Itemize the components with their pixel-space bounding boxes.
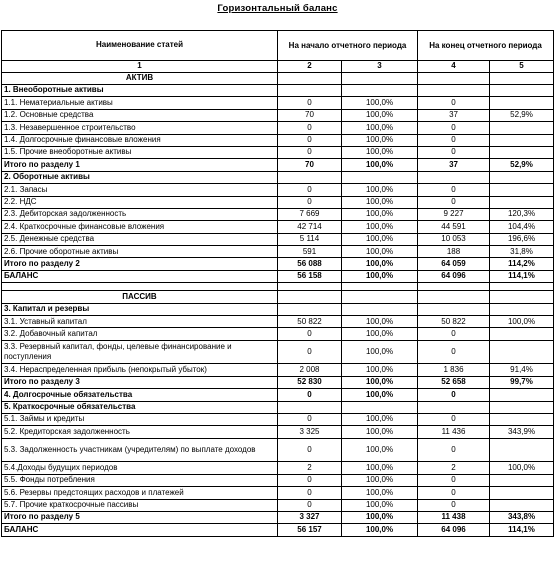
end-percent <box>490 84 554 96</box>
end-value: 50 822 <box>418 316 490 328</box>
start-percent <box>342 171 418 183</box>
end-value: 188 <box>418 246 490 258</box>
table-row <box>2 499 554 511</box>
empty-cell <box>418 283 490 291</box>
start-value: 3 325 <box>278 426 342 438</box>
end-value: 0 <box>418 389 490 401</box>
end-value: 1 836 <box>418 364 490 376</box>
end-value: 0 <box>418 97 490 109</box>
empty-cell <box>342 283 418 291</box>
end-value: 10 053 <box>418 233 490 245</box>
column-number-row <box>2 61 554 73</box>
start-percent: 100,0% <box>342 426 418 438</box>
end-value: 11 436 <box>418 426 490 438</box>
section-header-row <box>2 291 554 303</box>
end-percent <box>490 303 554 315</box>
start-value: 56 088 <box>278 258 342 270</box>
start-percent: 100,0% <box>342 413 418 425</box>
start-value: 52 830 <box>278 376 342 388</box>
end-percent: 31,8% <box>490 246 554 258</box>
end-value: 0 <box>418 328 490 340</box>
end-value: 0 <box>418 413 490 425</box>
start-percent: 100,0% <box>342 328 418 340</box>
table-row <box>2 413 554 425</box>
table-row <box>2 303 554 315</box>
empty-cell <box>490 291 554 303</box>
column-number: 4 <box>418 61 490 73</box>
column-number: 2 <box>278 61 342 73</box>
row-name: 1. Внеоборотные активы <box>2 84 278 96</box>
end-percent: 104,4% <box>490 221 554 233</box>
start-percent <box>342 303 418 315</box>
row-name: 5.7. Прочие краткосрочные пассивы <box>2 499 278 511</box>
end-value: 0 <box>418 196 490 208</box>
table-row <box>2 159 554 171</box>
row-name: 1.4. Долгосрочные финансовые вложения <box>2 134 278 146</box>
row-name: 3.3. Резервный капитал, фонды, целевые финансирование и поступления <box>2 340 278 364</box>
end-percent <box>490 171 554 183</box>
end-percent <box>490 474 554 486</box>
start-percent: 100,0% <box>342 340 418 364</box>
start-percent: 100,0% <box>342 221 418 233</box>
start-value: 0 <box>278 389 342 401</box>
empty-cell <box>278 283 342 291</box>
end-value: 64 059 <box>418 258 490 270</box>
row-name: 4. Долгосрочные обязательства <box>2 389 278 401</box>
end-percent <box>490 401 554 413</box>
empty-cell <box>490 283 554 291</box>
table-row <box>2 524 554 536</box>
start-value <box>278 171 342 183</box>
start-value: 70 <box>278 159 342 171</box>
row-name: 5.1. Займы и кредиты <box>2 413 278 425</box>
start-percent <box>342 84 418 96</box>
end-percent <box>490 413 554 425</box>
end-percent: 114,1% <box>490 524 554 536</box>
end-value: 0 <box>418 134 490 146</box>
row-name: 5. Краткосрочные обязательства <box>2 401 278 413</box>
table-row <box>2 316 554 328</box>
start-value: 0 <box>278 196 342 208</box>
start-percent: 100,0% <box>342 499 418 511</box>
section-header-row <box>2 72 554 84</box>
row-name: 1.2. Основные средства <box>2 109 278 121</box>
end-value: 52 658 <box>418 376 490 388</box>
table-row <box>2 376 554 388</box>
end-value: 64 096 <box>418 524 490 536</box>
start-value: 591 <box>278 246 342 258</box>
end-value: 0 <box>418 438 490 462</box>
table-row <box>2 462 554 474</box>
table-row <box>2 208 554 220</box>
row-name: 3.4. Нераспределенная прибыль (непокрытый убыток) <box>2 364 278 376</box>
end-percent: 100,0% <box>490 316 554 328</box>
table-row <box>2 487 554 499</box>
row-name: 2.1. Запасы <box>2 184 278 196</box>
end-value: 0 <box>418 146 490 158</box>
row-name: 5.6. Резервы предстоящих расходов и платежей <box>2 487 278 499</box>
table-row <box>2 270 554 282</box>
start-value <box>278 84 342 96</box>
start-percent: 100,0% <box>342 511 418 523</box>
row-name: 2.2. НДС <box>2 196 278 208</box>
start-percent: 100,0% <box>342 97 418 109</box>
empty-cell <box>418 291 490 303</box>
end-percent: 52,9% <box>490 159 554 171</box>
table-row <box>2 196 554 208</box>
empty-cell <box>490 72 554 84</box>
end-percent: 52,9% <box>490 109 554 121</box>
end-percent: 99,7% <box>490 376 554 388</box>
start-percent: 100,0% <box>342 146 418 158</box>
row-name: Итого по разделу 3 <box>2 376 278 388</box>
start-percent: 100,0% <box>342 270 418 282</box>
start-percent: 100,0% <box>342 122 418 134</box>
table-row <box>2 340 554 364</box>
spacer-row <box>2 283 554 291</box>
start-value: 2 008 <box>278 364 342 376</box>
start-percent: 100,0% <box>342 258 418 270</box>
column-number: 3 <box>342 61 418 73</box>
start-percent: 100,0% <box>342 246 418 258</box>
start-percent: 100,0% <box>342 364 418 376</box>
table-row <box>2 184 554 196</box>
table-row <box>2 328 554 340</box>
row-name: 5.3. Задолженность участникам (учредителям) по выплате доходов <box>2 438 278 462</box>
row-name: БАЛАНС <box>2 270 278 282</box>
row-name: 2.6. Прочие оборотные активы <box>2 246 278 258</box>
end-percent: 114,1% <box>490 270 554 282</box>
header-period-start: На начало отчетного периода <box>278 31 418 61</box>
row-name: 2.4. Краткосрочные финансовые вложения <box>2 221 278 233</box>
table-row <box>2 171 554 183</box>
end-percent: 120,3% <box>490 208 554 220</box>
start-value <box>278 401 342 413</box>
table-row <box>2 364 554 376</box>
end-value: 11 438 <box>418 511 490 523</box>
start-value: 3 327 <box>278 511 342 523</box>
row-name: 1.3. Незавершенное строительство <box>2 122 278 134</box>
table-row <box>2 233 554 245</box>
start-percent: 100,0% <box>342 376 418 388</box>
end-value: 0 <box>418 474 490 486</box>
start-value: 0 <box>278 134 342 146</box>
table-row <box>2 134 554 146</box>
end-value <box>418 171 490 183</box>
end-percent: 100,0% <box>490 462 554 474</box>
column-number: 1 <box>2 61 278 73</box>
empty-cell <box>418 72 490 84</box>
start-percent: 100,0% <box>342 316 418 328</box>
start-percent: 100,0% <box>342 389 418 401</box>
end-value: 0 <box>418 487 490 499</box>
end-percent <box>490 97 554 109</box>
row-name: 3. Капитал и резервы <box>2 303 278 315</box>
end-value: 37 <box>418 159 490 171</box>
start-value: 5 114 <box>278 233 342 245</box>
row-name: 2. Оборотные активы <box>2 171 278 183</box>
row-name: БАЛАНС <box>2 524 278 536</box>
end-percent: 114,2% <box>490 258 554 270</box>
start-value: 7 669 <box>278 208 342 220</box>
section-title: ПАССИВ <box>2 291 278 303</box>
empty-cell <box>278 72 342 84</box>
row-name: 3.2. Добавочный капитал <box>2 328 278 340</box>
end-percent <box>490 438 554 462</box>
start-value: 0 <box>278 184 342 196</box>
start-value <box>278 303 342 315</box>
row-name: 5.4.Доходы будущих периодов <box>2 462 278 474</box>
end-value <box>418 303 490 315</box>
end-value: 0 <box>418 340 490 364</box>
end-value: 0 <box>418 122 490 134</box>
end-percent <box>490 487 554 499</box>
empty-cell <box>2 283 278 291</box>
end-percent <box>490 146 554 158</box>
start-value: 0 <box>278 499 342 511</box>
start-value: 0 <box>278 438 342 462</box>
table-row <box>2 97 554 109</box>
header-period-end: На конец отчетного периода <box>418 31 554 61</box>
start-value: 56 158 <box>278 270 342 282</box>
start-value: 42 714 <box>278 221 342 233</box>
start-value: 0 <box>278 413 342 425</box>
start-value: 50 822 <box>278 316 342 328</box>
start-percent: 100,0% <box>342 474 418 486</box>
end-percent <box>490 499 554 511</box>
end-value <box>418 84 490 96</box>
table-row <box>2 511 554 523</box>
start-value: 0 <box>278 328 342 340</box>
section-title: АКТИВ <box>2 72 278 84</box>
start-value: 0 <box>278 487 342 499</box>
end-percent <box>490 134 554 146</box>
table-row <box>2 401 554 413</box>
end-value: 2 <box>418 462 490 474</box>
row-name: 5.5. Фонды потребления <box>2 474 278 486</box>
page-title: Горизонтальный баланс <box>217 3 338 14</box>
row-name: 2.5. Денежные средства <box>2 233 278 245</box>
table-row <box>2 246 554 258</box>
header-name: Наименование статей <box>2 31 278 61</box>
start-value: 0 <box>278 122 342 134</box>
table-row <box>2 438 554 462</box>
table-row <box>2 474 554 486</box>
start-value: 2 <box>278 462 342 474</box>
end-value: 44 591 <box>418 221 490 233</box>
row-name: 5.2. Кредиторская задолженность <box>2 426 278 438</box>
row-name: Итого по разделу 2 <box>2 258 278 270</box>
start-value: 56 157 <box>278 524 342 536</box>
table-row <box>2 122 554 134</box>
table-row <box>2 84 554 96</box>
end-value: 0 <box>418 499 490 511</box>
start-percent: 100,0% <box>342 159 418 171</box>
table-row <box>2 146 554 158</box>
table-body <box>2 72 554 536</box>
table-row <box>2 389 554 401</box>
table-row <box>2 258 554 270</box>
end-percent: 91,4% <box>490 364 554 376</box>
empty-cell <box>278 291 342 303</box>
start-percent: 100,0% <box>342 438 418 462</box>
end-value <box>418 401 490 413</box>
start-percent: 100,0% <box>342 109 418 121</box>
empty-cell <box>342 72 418 84</box>
row-name: 3.1. Уставный капитал <box>2 316 278 328</box>
end-percent <box>490 389 554 401</box>
start-value: 70 <box>278 109 342 121</box>
end-percent: 196,6% <box>490 233 554 245</box>
end-percent <box>490 122 554 134</box>
balance-table <box>1 30 554 537</box>
row-name: 1.1. Нематериальные активы <box>2 97 278 109</box>
start-value: 0 <box>278 97 342 109</box>
start-percent: 100,0% <box>342 233 418 245</box>
end-value: 64 096 <box>418 270 490 282</box>
start-value: 0 <box>278 340 342 364</box>
start-percent: 100,0% <box>342 134 418 146</box>
start-percent: 100,0% <box>342 196 418 208</box>
start-percent <box>342 401 418 413</box>
end-percent <box>490 328 554 340</box>
row-name: Итого по разделу 1 <box>2 159 278 171</box>
table-row <box>2 109 554 121</box>
empty-cell <box>342 291 418 303</box>
start-value: 0 <box>278 146 342 158</box>
row-name: 2.3. Дебиторская задолженность <box>2 208 278 220</box>
end-percent: 343,8% <box>490 511 554 523</box>
end-percent <box>490 196 554 208</box>
column-number: 5 <box>490 61 554 73</box>
table-row <box>2 426 554 438</box>
end-percent <box>490 340 554 364</box>
start-value: 0 <box>278 474 342 486</box>
end-value: 9 227 <box>418 208 490 220</box>
start-percent: 100,0% <box>342 208 418 220</box>
row-name: 1.5. Прочие внеоборотные активы <box>2 146 278 158</box>
start-percent: 100,0% <box>342 184 418 196</box>
start-percent: 100,0% <box>342 462 418 474</box>
start-percent: 100,0% <box>342 524 418 536</box>
end-value: 37 <box>418 109 490 121</box>
end-value: 0 <box>418 184 490 196</box>
start-percent: 100,0% <box>342 487 418 499</box>
table-row <box>2 221 554 233</box>
end-percent <box>490 184 554 196</box>
end-percent: 343,9% <box>490 426 554 438</box>
row-name: Итого по разделу 5 <box>2 511 278 523</box>
